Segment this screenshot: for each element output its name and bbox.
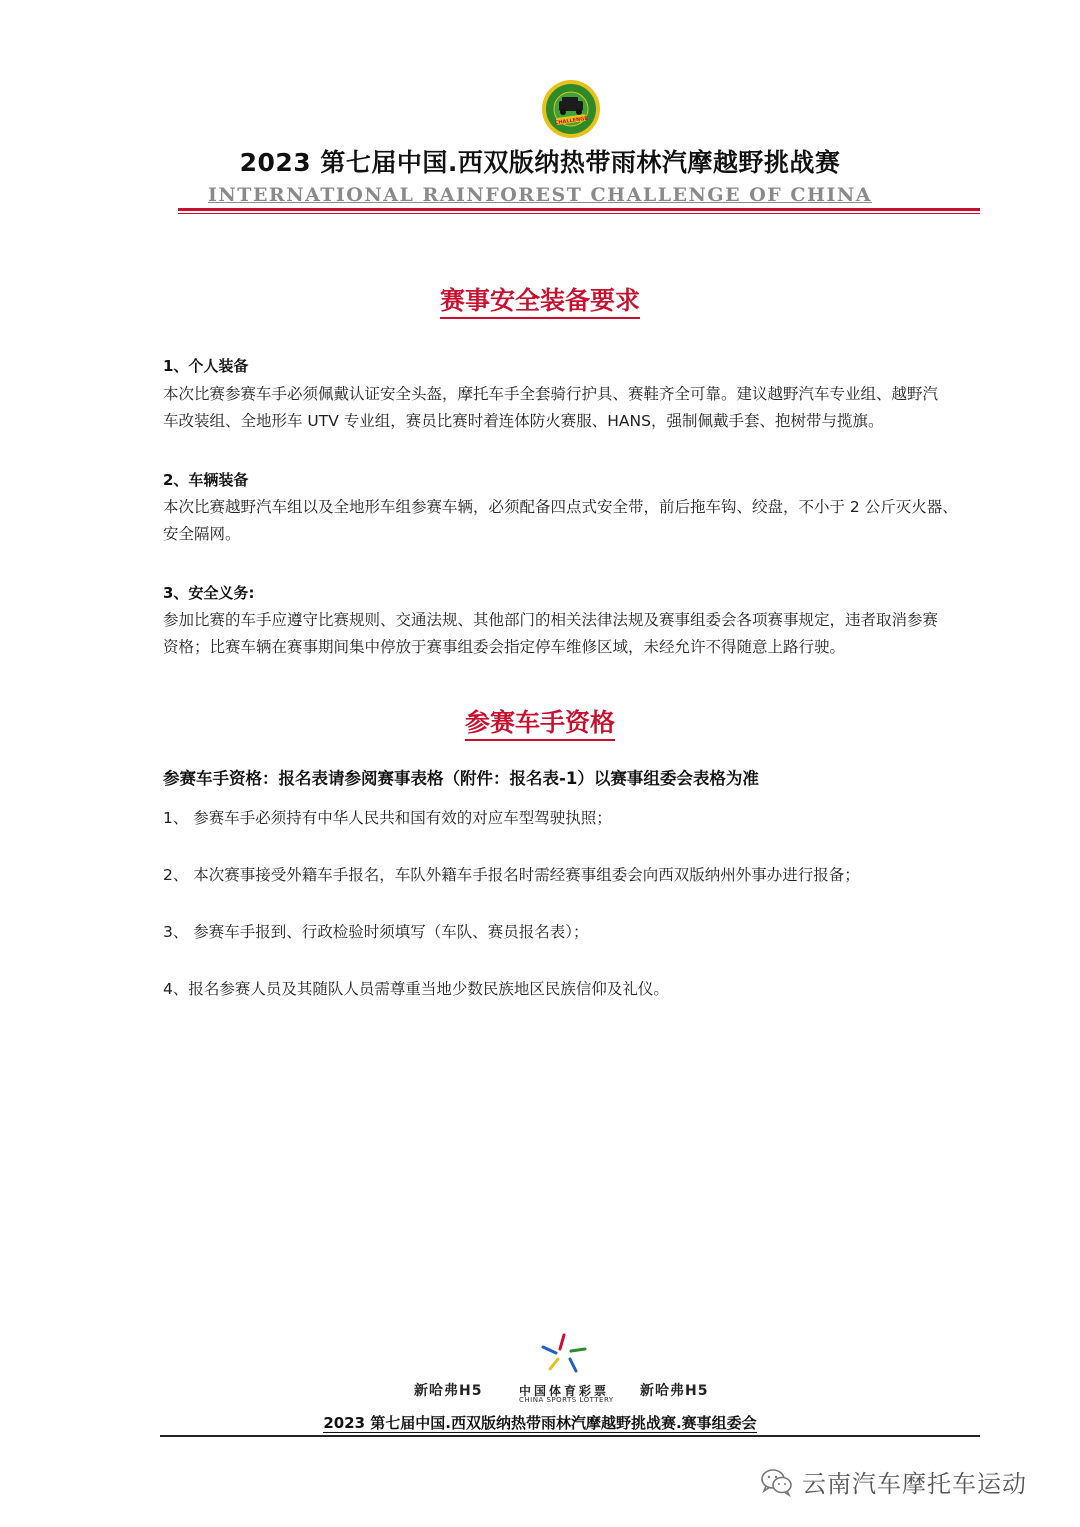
safety-heading-vehicle: 2、车辆装备 <box>163 471 249 489</box>
paragraph-line: 本次比赛参赛车手必须佩戴认证安全头盔，摩托车手全套骑行护具、赛鞋齐全可靠。建议越野汽车专业组、越野汽 <box>163 385 939 403</box>
logo-text: CHALLENGE <box>554 115 589 127</box>
watermark-text: 云南汽车摩托车运动 <box>802 1470 1027 1498</box>
document-title: 2023 第七届中国.西双版纳热带雨林汽摩越野挑战赛 <box>239 148 841 177</box>
qualification-item: 2、 本次赛事接受外籍车手报名，车队外籍车手报名时需经赛事组委会向西双版纳州外事办进行报备； <box>163 866 860 884</box>
sponsor-right: 新哈弗H5 <box>640 1383 709 1399</box>
qualification-item: 4、报名参赛人员及其随队人员需尊重当地少数民族地区民族信仰及礼仪。 <box>163 980 669 998</box>
paragraph-line: 本次比赛越野汽车组以及全地形车组参赛车辆，必须配备四点式安全带，前后拖车钩、绞盘，不小于 2 公斤灭火器、 <box>163 498 958 516</box>
safety-paragraph-vehicle <box>163 494 983 548</box>
safety-heading-obligation: 3、安全义务: <box>163 584 255 602</box>
paragraph-line: 参加比赛的车手应遵守比赛规则、交通法规、其他部门的相关法律法规及赛事组委会各项赛事规定，违者取消参赛 <box>163 611 939 629</box>
event-logo <box>541 79 601 139</box>
wechat-icon <box>760 1467 794 1497</box>
footer-organizer: 2023 第七届中国.西双版纳热带雨林汽摩越野挑战赛.赛事组委会 <box>323 1414 757 1432</box>
lottery-name-cn: 中国体育彩票 <box>519 1384 610 1398</box>
footer-divider <box>160 1435 980 1437</box>
safety-paragraph-obligation <box>163 607 983 661</box>
safety-paragraph-personal <box>163 381 983 435</box>
sponsor-left: 新哈弗H5 <box>414 1383 483 1399</box>
qualification-item: 1、 参赛车手必须持有中华人民共和国有效的对应车型驾驶执照； <box>163 809 612 827</box>
account-watermark <box>760 1464 1027 1499</box>
safety-heading-personal: 1、个人装备 <box>163 357 249 375</box>
qualification-section-title: 参赛车手资格 <box>0 703 1080 739</box>
safety-section-title: 赛事安全装备要求 <box>0 281 1080 317</box>
lottery-name-en: CHINA SPORTS LOTTERY <box>519 1396 614 1404</box>
sports-lottery-logo <box>540 1333 588 1375</box>
qualification-intro: 参赛车手资格：报名表请参阅赛事表格（附件：报名表-1）以赛事组委会表格为准 <box>163 769 759 788</box>
header-divider-thick <box>178 208 980 211</box>
paragraph-line: 安全隔网。 <box>163 525 241 543</box>
header-divider-thin <box>178 213 980 214</box>
paragraph-line: 资格；比赛车辆在赛事期间集中停放于赛事组委会指定停车维修区域，未经允许不得随意上路行驶。 <box>163 638 846 656</box>
paragraph-line: 车改装组、全地形车 UTV 专业组，赛员比赛时着连体防火赛服、HANS，强制佩戴手套、抱树带与揽旗。 <box>163 412 884 430</box>
document-subtitle: INTERNATIONAL RAINFOREST CHALLENGE OF CHINA <box>208 184 872 206</box>
qualification-item: 3、 参赛车手报到、行政检验时须填写（车队、赛员报名表）； <box>163 923 589 941</box>
